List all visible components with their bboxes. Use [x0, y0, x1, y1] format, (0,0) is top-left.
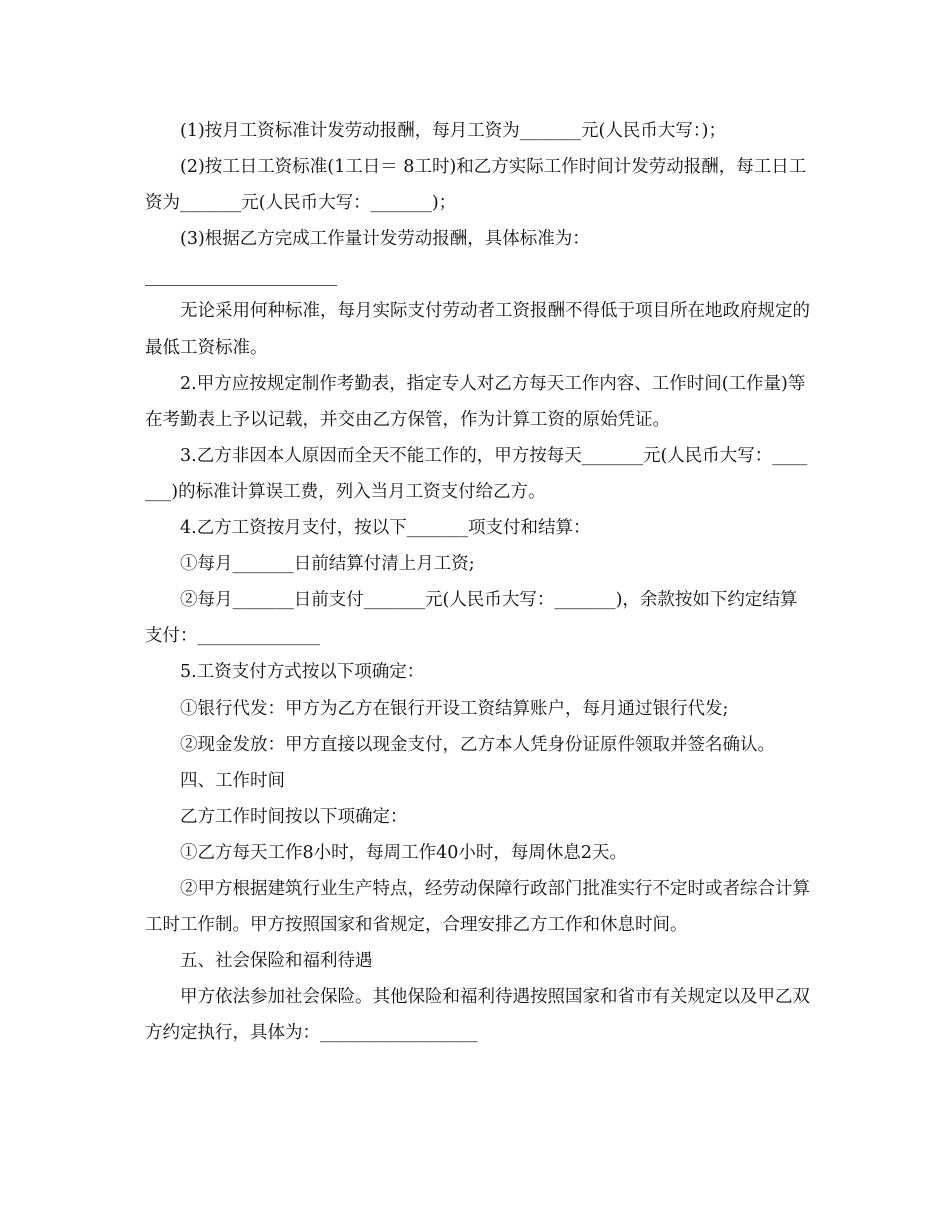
paragraph-absence-pay: 3.乙方非因本人原因而全天不能工作的，甲方按每天_______元(人民币大写：_______)的标准计算误工费，列入当月工资支付给乙方。: [145, 445, 808, 502]
paragraph-social-insurance: 甲方依法参加社会保险。其他保险和福利待遇按照国家和省市有关规定以及甲乙双方约定执行，具体为：__________________: [145, 987, 810, 1044]
paragraph-flexible-hours: ②甲方根据建筑行业生产特点，经劳动保障行政部门批准实行不定时或者综合计算工时工作制。甲方按照国家和省规定，合理安排乙方工作和休息时间。: [145, 878, 810, 936]
paragraph-cash-payment: ②现金发放：甲方直接以现金支付，乙方本人凭身份证原件领取并签名确认。: [180, 734, 775, 755]
blank-fill-line: [145, 257, 810, 293]
contract-body: [145, 113, 810, 1051]
paragraph-bank-transfer: ①银行代发：甲方为乙方在银行开设工资结算账户，每月通过银行代发;: [180, 698, 729, 719]
paragraph-standard-hours: ①乙方每天工作8小时，每周工作40小时，每周休息2天。: [180, 842, 628, 863]
paragraph-payment-method: 5.工资支付方式按以下项确定：: [180, 662, 425, 683]
paragraph-payment-item-1: ①每月_______日前结算付清上月工资;: [180, 554, 475, 575]
fill-line: [145, 285, 337, 286]
paragraph-wage-option-monthly: (1)按月工资标准计发劳动报酬，每月工资为_______元(人民币大写：)；: [180, 121, 726, 141]
paragraph-monthly-payment: 4.乙方工资按月支付，按以下_______项支付和结算：: [180, 518, 591, 539]
paragraph-wage-option-daily: (2)按工日工资标准(1工日＝ 8工时)和乙方实际工作时间计发劳动报酬，每工日工资为_______元(人民币大写：_______)；: [145, 157, 807, 214]
paragraph-attendance-sheet: 2.甲方应按规定制作考勤表，指定专人对乙方每天工作内容、工作时间(工作量)等在考勤表上予以记载，并交由乙方保管，作为计算工资的原始凭证。: [145, 373, 806, 430]
section-heading-social-insurance: 五、社会保险和福利待遇: [180, 951, 373, 972]
paragraph-wage-option-workload: (3)根据乙方完成工作量计发劳动报酬，具体标准为：: [180, 229, 590, 250]
paragraph-minimum-wage: 无论采用何种标准，每月实际支付劳动者工资报酬不得低于项目所在地政府规定的最低工资标准。: [145, 301, 810, 358]
paragraph-payment-item-2: ②每月_______日前支付_______元(人民币大写：_______)，余款按如下约定结算支付：______________: [145, 590, 798, 647]
section-heading-working-hours: 四、工作时间: [180, 770, 285, 791]
paragraph-working-hours-intro: 乙方工作时间按以下项确定：: [180, 806, 408, 827]
